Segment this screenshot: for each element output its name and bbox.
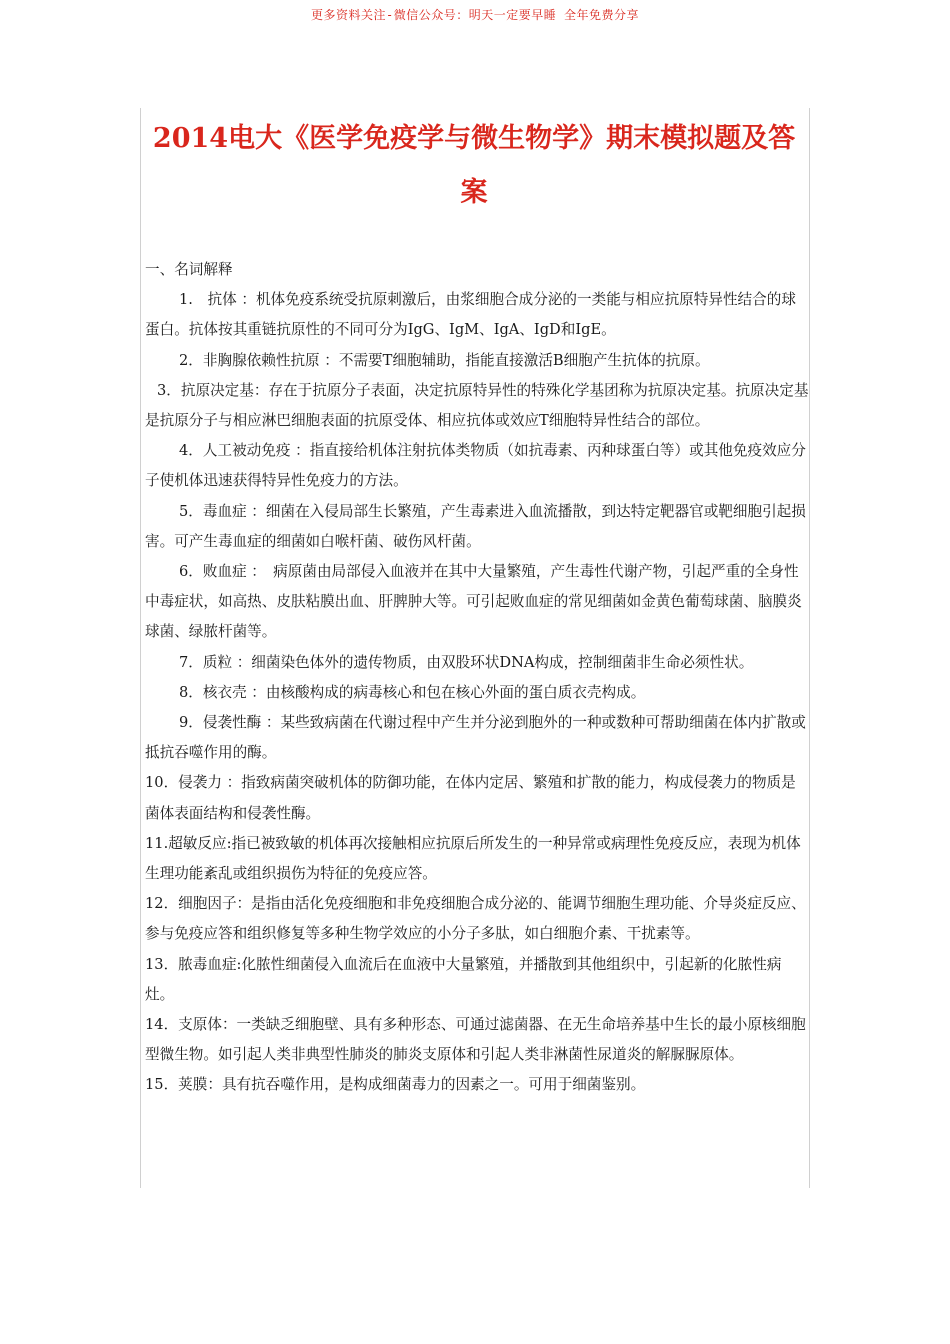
definition-entry: 15．荚膜：具有抗吞噬作用，是构成细菌毒力的因素之一。可用于细菌鉴别。 (145, 1076, 646, 1094)
definition-entry: 4．人工被动免疫 ：指直接给机体注射抗体类物质（如抗毒素、丙种球蛋白等）或其他免疫效应分子使机体迅速获得特异性免疫力的方法。 (145, 442, 806, 490)
definition-entry: 10．侵袭力 ：指致病菌突破机体的防御功能，在体内定居、繁殖和扩散的能力，构成侵袭力的物质是菌体表面结构和侵袭性酶。 (145, 774, 796, 822)
definition-entry: 5．毒血症 ：细菌在入侵局部生长繁殖，产生毒素进入血流播散，到达特定靶器官或靶细胞引起损害。可产生毒血症的细菌如白喉杆菌、破伤风杆菌。 (145, 502, 806, 550)
definition-entry: 7．质粒 ：细菌染色体外的遗传物质，由双股环状DNA构成，控制细菌非生命必须性状。 (179, 653, 754, 671)
section-heading: 一、名词解释 (145, 261, 233, 278)
definition-entry: 9．侵袭性酶 ：某些致病菌在代谢过程中产生并分泌到胞外的一种或数种可帮助细菌在体内扩散或抵抗吞噬作用的酶。 (145, 714, 806, 762)
definition-entry: 14．支原体：一类缺乏细胞壁、具有多种形态、可通过滤菌器、在无生命培养基中生长的最小原核细胞型微生物。如引起人类非典型性肺炎的肺炎支原体和引起人类非淋菌性尿道炎的解脲脲原体。 (145, 1016, 806, 1064)
definition-entry: 2．非胸腺依赖性抗原 ：不需要T细胞辅助，指能直接激活B细胞产生抗体的抗原。 (179, 351, 710, 369)
definition-entry: 8．核衣壳 ：由核酸构成的病毒核心和包在核心外面的蛋白质衣壳构成。 (179, 683, 646, 701)
definition-entry: 11.超敏反应:指已被致敏的机体再次接触相应抗原后所发生的一种异常或病理性免疫反应，表现为机体生理功能紊乱或组织损伤为特征的免疫应答。 (145, 834, 801, 883)
definition-entry: 6．败血症 ： 病原菌由局部侵入血液并在其中大量繁殖，产生毒性代谢产物，引起严重的全身性中毒症状，如高热、皮肤粘膜出血、肝脾肿大等。可引起败血症的常见细菌如金黄色葡萄球菌、脑膜炎球菌、绿脓杆菌等。 (145, 563, 802, 641)
definition-entry: 12．细胞因子：是指由活化免疫细胞和非免疫细胞合成分泌的、能调节细胞生理功能、介导炎症反应、参与免疫应答和组织修复等多种生物学效应的小分子多肽，如白细胞介素、干扰素等。 (145, 895, 806, 943)
document-body (145, 255, 810, 1101)
document-title: 2014电大《医学免疫学与微生物学》期末模拟题及答案 (152, 123, 796, 208)
definition-entry: 13．脓毒血症:化脓性细菌侵入血流后在血液中大量繁殖，并播散到其他组织中，引起新的化脓性病灶。 (145, 955, 782, 1003)
definition-entry: 3．抗原决定基：存在于抗原分子表面，决定抗原特异性的特殊化学基团称为抗原决定基。抗原决定基是抗原分子与相应淋巴细胞表面的抗原受体、相应抗体或效应T细胞特异性结合的部位。 (145, 381, 809, 430)
definition-entry: 1. 抗体 ：机体免疫系统受抗原刺激后，由浆细胞合成分泌的一类能与相应抗原特异性结合的球蛋白。抗体按其重链抗原性的不同可分为IgG、IgM、IgA、IgD和IgE。 (145, 291, 796, 339)
top-banner: 更多资料关注-微信公众号：明天一定要早睡 全年免费分享 (311, 8, 639, 22)
